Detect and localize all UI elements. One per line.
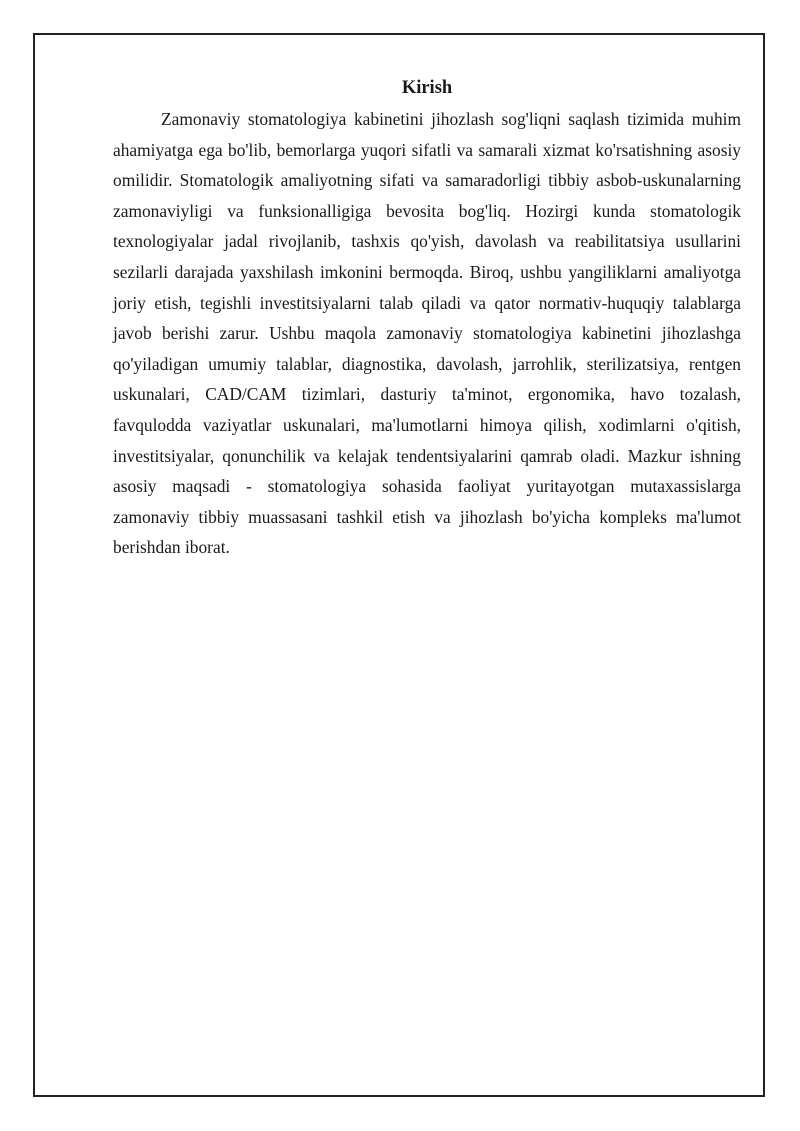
intro-paragraph: Zamonaviy stomatologiya kabinetini jihozlash sog'liqni saqlash tizimida muhim ahamiyatga ega bo'lib, bemorlarga yuqori sifatli va samarali xizmat ko'rsatishning asosiy omilidir. Stomatologik amaliyotning sifati va samaradorligi tibbiy asbob-uskunalarning zamonaviyligi va funksionalligiga bevosita bog'liq. Hozirgi kunda stomatologik texnologiyalar jadal rivojlanib, tashxis qo'yish, davolash va reabilitatsiya usullarini sezilarli darajada yaxshilash imkonini bermoqda. Biroq, ushbu yangiliklarni amaliyotga joriy etish, tegishli investitsiyalarni talab qiladi va qator normativ-huquqiy talablarga javob berishi zarur. Ushbu maqola zamonaviy stomatologiya kabinetini jihozlashga qo'yiladigan umumiy talablar, diagnostika, davolash, jarrohlik, sterilizatsiya, rentgen uskunalari, CAD/CAM tizimlari, dasturiy ta'minot, ergonomika, havo tozalash, favqulodda vaziyatlar uskunalari, ma'lumotlarni himoya qilish, xodimlarni o'qitish, investitsiyalar, qonunchilik va kelajak tendentsiyalarini qamrab oladi. Mazkur ishning asosiy maqsadi - stomatologiya sohasida faoliyat yuritayotgan mutaxassislarga zamonaviy tibbiy muassasani tashkil etish va jihozlash bo'yicha kompleks ma'lumot berishdan iborat.: [113, 109, 741, 558]
document-body: [113, 72, 741, 563]
section-heading: Kirish: [401, 78, 453, 98]
